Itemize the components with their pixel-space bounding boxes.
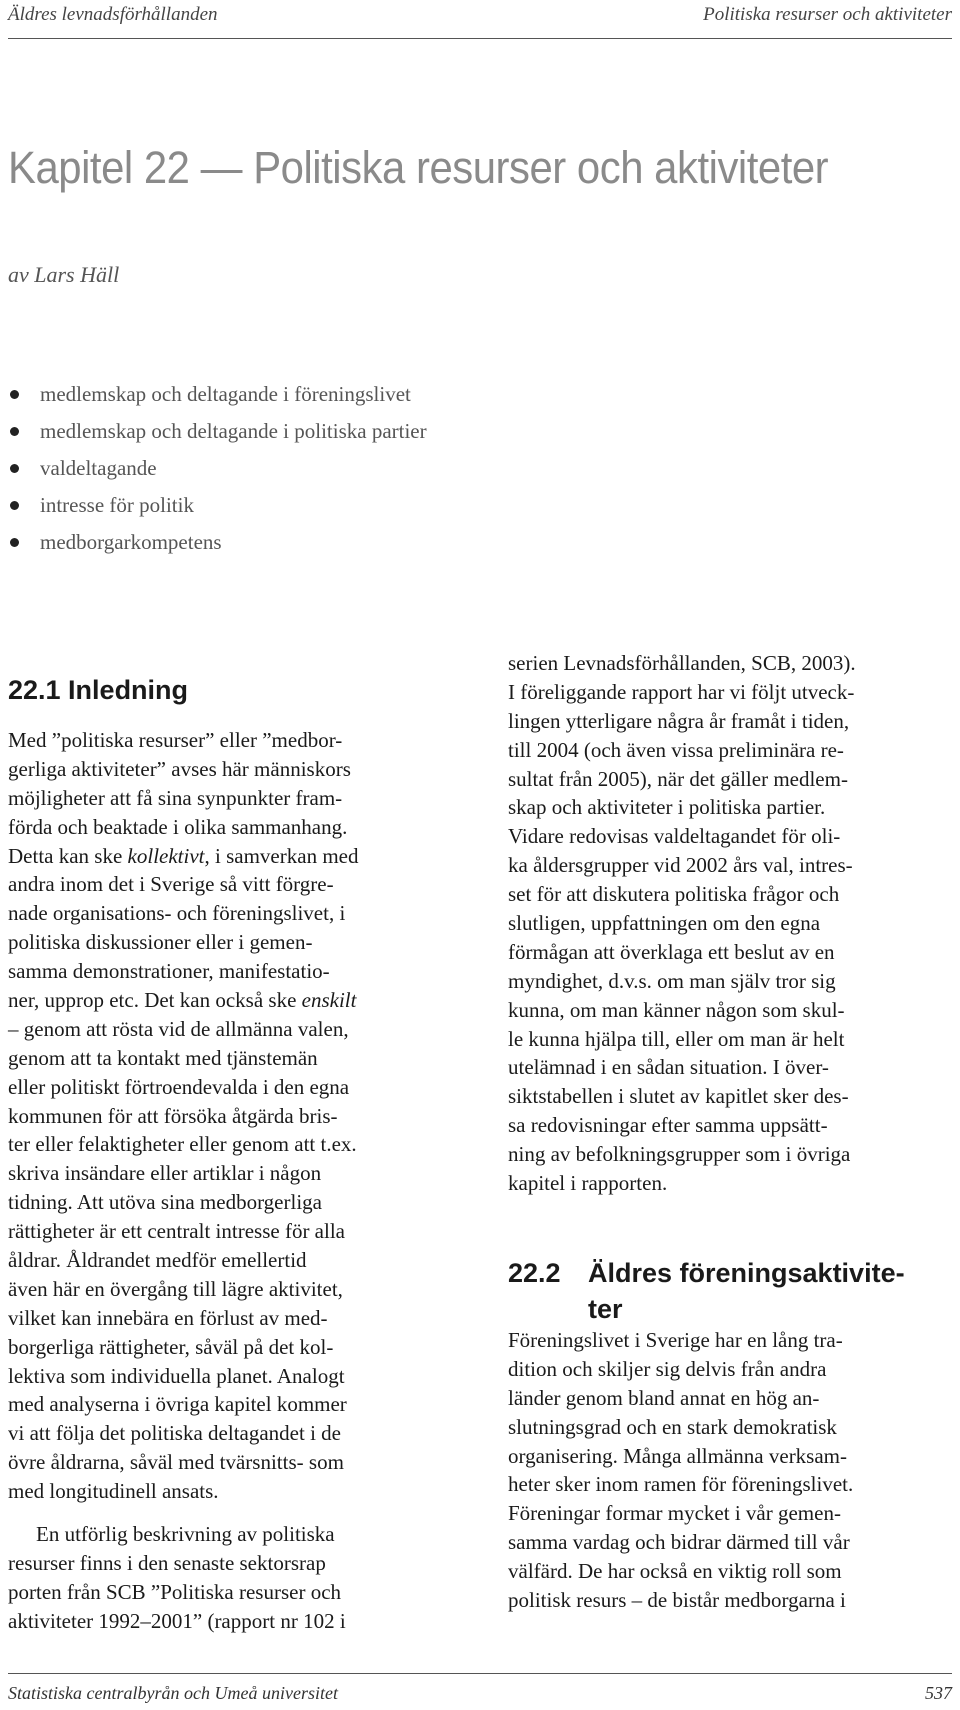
text-line: sa redovisningar efter samma uppsätt- <box>508 1113 828 1138</box>
text-line: kunna, om man känner någon som skul- <box>508 997 845 1022</box>
section-heading-line2: ter <box>588 1294 623 1324</box>
text-line: skap och aktiviteter i politiska partier. <box>508 795 826 820</box>
text-line: samma demonstrationer, manifestatio- <box>8 959 330 984</box>
emphasis-enskilt: enskilt <box>301 988 357 1013</box>
bullet-item: medborgarkompetens <box>8 524 427 561</box>
text-line: I föreliggande rapport har vi följt utveck- <box>508 679 855 704</box>
text-line: Detta kan ske kollektivt, i samverkan med <box>8 843 359 868</box>
text-line: förda och beaktade i olika sammanhang. <box>8 814 348 839</box>
text-line: åldrar. Åldrandet medför emellertid <box>8 1248 307 1273</box>
text-line: ka åldersgrupper vid 2002 års val, intres- <box>508 853 853 878</box>
running-head-left: Äldres levnadsförhållanden <box>8 4 218 25</box>
section-heading-inledning: 22.1 Inledning <box>8 675 189 705</box>
text-line: välfärd. De har också en viktig roll som <box>508 1559 842 1584</box>
bullet-item: valdeltagande <box>8 450 427 487</box>
text-line: eller politiskt förtroendevalda i den egna <box>8 1074 350 1099</box>
topic-bullet-list <box>8 376 427 561</box>
text-line: utelämnad i en sådan situation. I över- <box>508 1055 829 1080</box>
text-line: serien Levnadsförhållanden, SCB, 2003). <box>508 651 856 675</box>
chapter-title: Kapitel 22 — Politiska resurser och aktiviteter <box>8 142 829 193</box>
text-line: organisering. Många allmänna verksam- <box>508 1443 848 1468</box>
text-line: möjligheter att få sina synpunkter fram- <box>8 785 343 810</box>
text-line: politisk resurs – de bistår medborgarna i <box>508 1588 846 1613</box>
emphasis-kollektivt: kollektivt <box>127 843 205 868</box>
right-column-section-2-body <box>508 1326 954 1615</box>
page-footer <box>8 1683 952 1707</box>
text-line: Föreningslivet i Sverige har en lång tra- <box>508 1328 843 1352</box>
text-line: lingen ytterligare några år framåt i tiden, <box>508 708 850 733</box>
text-line: med analyserna i övriga kapitel kommer <box>8 1392 347 1417</box>
text-line: med longitudinell ansats. <box>8 1479 219 1504</box>
bullet-dot-icon <box>10 427 19 436</box>
text-line: genom att ta kontakt med tjänstemän <box>8 1045 318 1070</box>
bullet-dot-icon <box>10 390 19 399</box>
section-heading-foreningsaktiviteter <box>508 1255 905 1327</box>
text-line: Med ”politiska resurser” eller ”medbor- <box>8 728 343 752</box>
text-line: länder genom bland annat en hög an- <box>508 1385 820 1410</box>
text-line: – genom att rösta vid de allmänna valen, <box>8 1016 349 1041</box>
footer-divider <box>8 1673 952 1674</box>
text-line: kapitel i rapporten. <box>508 1171 668 1196</box>
text-line: vilket kan innebära en förlust av med- <box>8 1305 328 1330</box>
text-line: En utförlig beskrivning av politiska <box>36 1522 335 1547</box>
section-number: 22.2 <box>508 1258 561 1288</box>
text-line: förmågan att överklaga ett beslut av en <box>508 939 835 964</box>
text-line: tidning. Att utöva sina medborgerliga <box>8 1190 322 1215</box>
text-line: dition och skiljer sig delvis från andra <box>508 1356 827 1381</box>
text-line: andra inom det i Sverige så vitt förgre- <box>8 872 334 897</box>
text-line: siktstabellen i slutet av kapitlet sker des- <box>508 1084 849 1109</box>
text-line: porten från SCB ”Politiska resurser och <box>8 1579 342 1604</box>
text-line: heter sker inom ramen för föreningslivet. <box>508 1472 854 1497</box>
text-line: slutligen, uppfattningen om den egna <box>508 911 821 936</box>
bullet-item: intresse för politik <box>8 487 427 524</box>
bullet-item: medlemskap och deltagande i föreningslivet <box>8 376 427 413</box>
bullet-item: medlemskap och deltagande i politiska partier <box>8 413 427 450</box>
bullet-dot-icon <box>10 464 19 473</box>
text-line: kommunen för att försöka åtgärda bris- <box>8 1103 338 1128</box>
text-line: övre åldrarna, såväl med tvärsnitts- som <box>8 1450 344 1475</box>
text-line: le kunna hjälpa till, eller om man är helt <box>508 1026 845 1051</box>
section-heading-line1: Äldres föreningsaktivite- <box>588 1258 905 1288</box>
text-line: politiska diskussioner eller i gemen- <box>8 930 313 955</box>
text-line: gerliga aktiviteter” avses här människors <box>8 756 351 781</box>
text-line: lektiva som individuella planet. Analogt <box>8 1363 345 1388</box>
page-number: 537 <box>925 1683 952 1703</box>
paragraph-gap <box>8 1506 463 1520</box>
text-line: rättigheter är ett centralt intresse för alla <box>8 1219 345 1244</box>
text-line: resurser finns i den senaste sektorsrap <box>8 1550 326 1575</box>
right-column-body <box>508 649 954 1198</box>
header-divider <box>8 38 952 39</box>
text-line: aktiviteter 1992–2001” (rapport nr 102 i <box>8 1608 346 1633</box>
text-line: ter eller felaktigheter eller genom att t.ex. <box>8 1132 357 1157</box>
running-head <box>8 4 952 30</box>
text-line: Föreningar formar mycket i vår gemen- <box>508 1501 841 1526</box>
text-line: Vidare redovisas valdeltagandet för oli- <box>508 824 841 849</box>
text-line: borgerliga rättigheter, såväl på det kol- <box>8 1334 334 1359</box>
bullet-dot-icon <box>10 501 19 510</box>
text-line: samma vardag och bidrar därmed till vår <box>508 1530 850 1555</box>
text-line: set för att diskutera politiska frågor och <box>508 882 840 907</box>
text-line: nade organisations- och föreningslivet, i <box>8 901 346 926</box>
bullet-dot-icon <box>10 538 19 547</box>
running-head-right: Politiska resurser och aktiviteter <box>703 4 952 25</box>
text-line: vi att följa det politiska deltagandet i de <box>8 1421 341 1446</box>
text-line: myndighet, d.v.s. om man själv tror sig <box>508 968 836 993</box>
author-byline: av Lars Häll <box>8 262 120 287</box>
text-line: sultat från 2005), när det gäller medlem- <box>508 766 848 791</box>
text-line: även här en övergång till lägre aktivitet, <box>8 1276 343 1301</box>
left-column-body <box>8 726 463 1636</box>
text-line: till 2004 (och även vissa preliminära re- <box>508 737 844 762</box>
text-line: ner, upprop etc. Det kan också ske enskilt <box>8 988 357 1013</box>
footer-publisher: Statistiska centralbyrån och Umeå universitet <box>8 1683 338 1703</box>
text-line: slutningsgrad och en stark demokratisk <box>508 1414 837 1439</box>
text-line: ning av befolkningsgrupper som i övriga <box>508 1142 851 1167</box>
text-line: skriva insändare eller artiklar i någon <box>8 1161 322 1186</box>
